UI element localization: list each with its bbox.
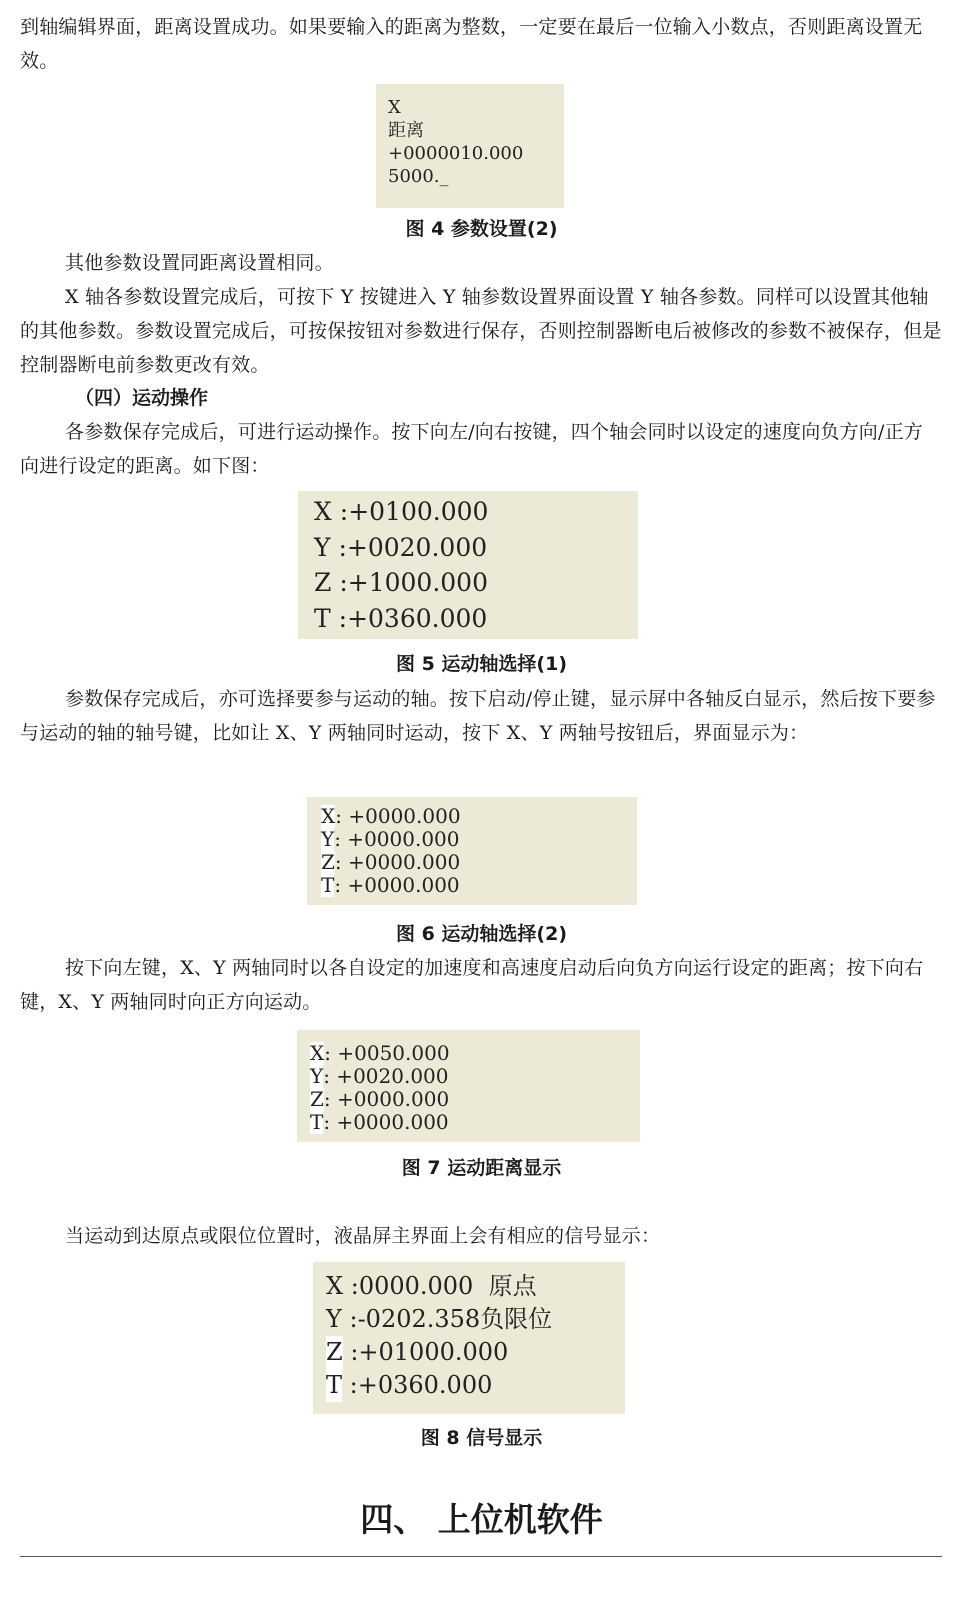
lcd-axis-label: Y: [326, 1305, 342, 1333]
lcd-axis-label: Z: [326, 1336, 343, 1369]
lcd-axis-row: [326, 1369, 625, 1402]
lcd-axis-row: [321, 828, 637, 851]
lcd-separator: :: [323, 1110, 331, 1134]
lcd-separator: :: [334, 827, 341, 851]
lcd-axis-value: +1000.000: [347, 568, 488, 597]
lcd-signal-text: 原点: [473, 1272, 537, 1300]
figure-caption: 图 6 运动轴选择(2): [395, 923, 568, 945]
lcd-axis-value: +0360.000: [357, 1371, 493, 1399]
lcd-axis-row: [326, 1303, 625, 1336]
lcd-separator: :: [343, 1272, 359, 1300]
lcd-axis-label: Z: [321, 850, 335, 874]
lcd-line: 5000._: [388, 166, 449, 187]
lcd-axis-value: +0000.000: [342, 804, 461, 828]
lcd-axis-label: Y: [310, 1064, 324, 1088]
lcd-separator: :: [334, 850, 342, 874]
lcd-axis-label: Y: [314, 532, 331, 562]
lcd-axis-row: [314, 565, 638, 601]
lcd-line: +0000010.000: [388, 143, 524, 164]
lcd-axis-label: T: [314, 603, 331, 633]
lcd-axis-value: +0000.000: [341, 873, 460, 897]
lcd-separator: :: [334, 873, 342, 897]
paragraph-axis-select: 参数保存完成后，亦可选择要参与运动的轴。按下启动/停止键，显示屏中各轴反白显示，然后按下要参与运动的轴的轴号键，比如让 X、Y 两轴同时运动，按下 X、Y 两轴号按钮后，界面显示为：: [20, 688, 936, 744]
lcd-signal-text: 负限位: [480, 1305, 553, 1333]
lcd-axis-value: +01000.000: [358, 1338, 509, 1366]
lcd-axis-row: [326, 1336, 625, 1369]
lcd-separator: :: [331, 497, 349, 526]
lcd-axis-row: [314, 530, 638, 566]
lcd-axis-label: X: [310, 1041, 325, 1065]
paragraph-distance-note: 到轴编辑界面，距离设置成功。如果要输入的距离为整数，一定要在最后一位输入小数点，否则距离设置无效。: [20, 16, 923, 72]
lcd-screen-axis-select-1: [298, 491, 638, 639]
figure-caption: 图 8 信号显示: [420, 1427, 543, 1449]
paragraph-signal-display: 当运动到达原点或限位位置时，液晶屏主界面上会有相应的信号显示：: [65, 1225, 661, 1247]
lcd-axis-value: +0050.000: [331, 1041, 450, 1065]
figure-caption: 图 5 运动轴选择(1): [395, 653, 568, 675]
lcd-axis-value: -0202.358: [357, 1305, 481, 1333]
lcd-axis-row: [314, 494, 638, 530]
lcd-axis-label: Z: [310, 1087, 324, 1111]
lcd-axis-label: T: [310, 1110, 324, 1134]
lcd-axis-value: +0100.000: [348, 497, 489, 526]
lcd-line: X: [388, 97, 401, 118]
lcd-line: 距离: [388, 120, 424, 141]
lcd-axis-row: [321, 851, 637, 874]
lcd-screen-motion-distance: [297, 1030, 640, 1142]
figure-caption: 图 7 运动距离显示: [401, 1157, 562, 1179]
lcd-screen-parameter-setting: [376, 84, 564, 208]
lcd-separator: :: [341, 1305, 358, 1333]
lcd-axis-value: +0000.000: [340, 827, 460, 851]
lcd-axis-value: +0020.000: [329, 1064, 449, 1088]
lcd-axis-value: +0360.000: [347, 603, 488, 633]
lcd-axis-row: [310, 1111, 640, 1134]
lcd-axis-value: +0000.000: [330, 1087, 450, 1111]
lcd-separator: :: [324, 1041, 331, 1065]
paragraph-axis-params: X 轴各参数设置完成后，可按下 Y 按键进入 Y 轴参数设置界面设置 Y 轴各参数。同样可以设置其他轴的其他参数。参数设置完成后，可按保按钮对参数进行保存，否则控制器断电后被修改的参数不被保存，但是控制器断电前参数更改有效。: [20, 286, 942, 376]
lcd-separator: :: [335, 804, 342, 828]
lcd-axis-label: X: [326, 1272, 344, 1300]
lcd-separator: :: [323, 1064, 330, 1088]
paragraph-other-params: 其他参数设置同距离设置相同。: [65, 252, 334, 274]
paragraph-left-right-keys: 按下向左键，X、Y 两轴同时以各自设定的加速度和高速度启动后向负方向运行设定的距离；按下向右键，X、Y 两轴同时向正方向运动。: [20, 957, 924, 1013]
lcd-screen-axis-select-2: [307, 797, 637, 905]
lcd-axis-row: [310, 1065, 640, 1088]
lcd-separator: :: [331, 568, 348, 597]
lcd-axis-label: Y: [321, 827, 335, 851]
figure-caption: 图 4 参数设置(2): [405, 218, 558, 240]
lcd-screen-signal: [313, 1262, 625, 1414]
lcd-axis-row: [326, 1270, 625, 1303]
lcd-axis-row: [321, 874, 637, 897]
lcd-axis-value: +0000.000: [341, 850, 461, 874]
lcd-separator: :: [323, 1087, 331, 1111]
lcd-axis-label: X: [321, 804, 336, 828]
lcd-axis-label: Z: [314, 568, 332, 597]
lcd-separator: :: [330, 603, 348, 633]
lcd-axis-row: [310, 1088, 640, 1111]
paragraph-motion-operation: 各参数保存完成后，可进行运动操作。按下向左/向右按键，四个轴会同时以设定的速度向负方向/正方向进行设定的距离。如下图：: [20, 421, 924, 477]
lcd-axis-value: +0020.000: [346, 532, 488, 562]
lcd-axis-row: [314, 601, 638, 637]
subsection-heading: （四）运动操作: [75, 387, 209, 409]
lcd-axis-value: +0000.000: [330, 1110, 449, 1134]
lcd-axis-row: [321, 805, 637, 828]
lcd-axis-label: T: [326, 1369, 342, 1402]
section-heading: 四、 上位机软件: [360, 1500, 603, 1539]
divider: [20, 1556, 942, 1557]
lcd-separator: :: [342, 1338, 359, 1366]
lcd-separator: :: [330, 532, 347, 562]
lcd-axis-label: T: [321, 873, 335, 897]
lcd-axis-value: 0000.000: [358, 1272, 474, 1300]
lcd-axis-row: [310, 1042, 640, 1065]
lcd-separator: :: [342, 1371, 358, 1399]
lcd-axis-label: X: [314, 497, 332, 526]
